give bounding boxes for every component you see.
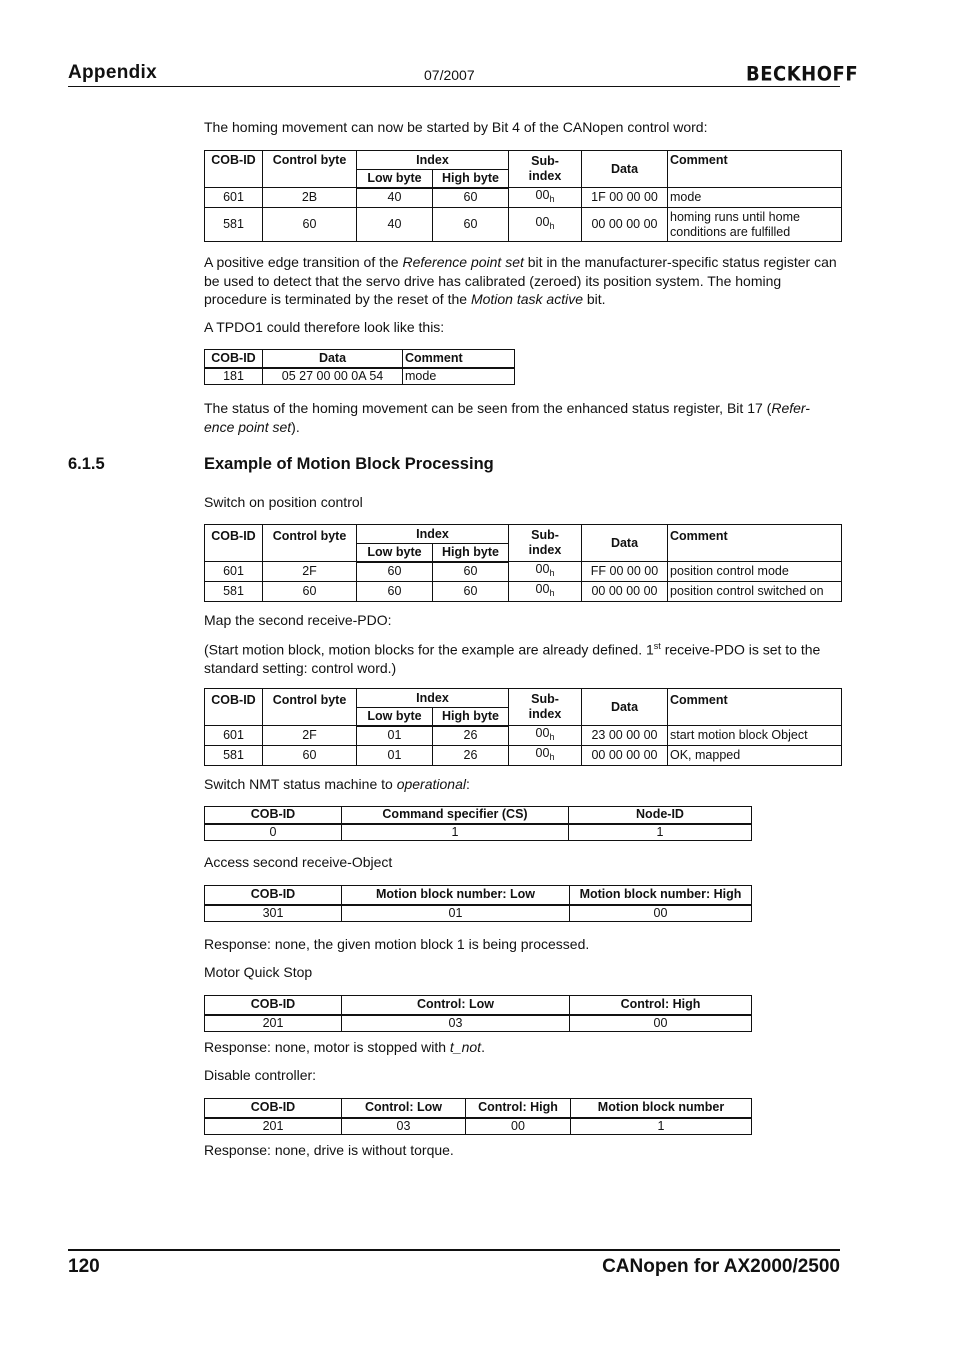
table-row: 581 60 40 60 $00_h$ 00 00 00 00 homing runs until home conditions are fulfilled xyxy=(205,208,842,242)
table-row: 601 2F 60 60 $00_h$ FF 00 00 00 position control mode xyxy=(205,562,842,582)
table-row: 0 1 1 xyxy=(205,824,752,841)
col-high-byte: High byte xyxy=(433,170,509,188)
col-data: Data xyxy=(582,151,668,188)
paragraph-response-processed: Response: none, the given motion block 1 is being processed. xyxy=(204,936,590,952)
table-header-row xyxy=(205,151,842,170)
paragraph-tpdo1: A TPDO1 could therefore look like this: xyxy=(204,319,445,335)
paragraph-nmt: Switch NMT status machine to operational: xyxy=(204,776,470,792)
col-control-byte: Control byte xyxy=(263,151,357,188)
header-rule xyxy=(68,86,840,87)
table-row: 201 03 00 1 xyxy=(205,1118,752,1135)
table-map-pdo: COB-ID Control byte Index Sub- index Data Comment Low byte High byte 601 2F 01 26 $00_h$ 23 00 00 00 start motion block Object 581 60 01 26 $00_h$ 00 00 00 00 OK, mapped xyxy=(204,688,842,766)
col-low-byte: Low byte xyxy=(357,170,433,188)
table-header-row: COB-ID Control byte Index Sub- index Data Comment xyxy=(205,525,842,544)
section-number: 6.1.5 xyxy=(68,455,105,473)
table-position-control: COB-ID Control byte Index Sub- index Data Comment Low byte High byte 601 2F 60 60 $00_h$ FF 00 00 00 position control mode 581 60 60 60 $00_h$ 00 00 00 00 position control switched on xyxy=(204,524,842,602)
paragraph-map-pdo: Map the second receive-PDO: xyxy=(204,612,392,628)
col-comment: Comment xyxy=(668,151,842,188)
table-header-row: COB-ID Data Comment xyxy=(205,350,515,368)
table-quick-stop xyxy=(204,995,752,1032)
table-tpdo1 xyxy=(204,349,515,385)
table-header-row: COB-ID Control: Low Control: High Motion block number xyxy=(205,1099,752,1118)
table-motion-block xyxy=(204,885,752,922)
section-title: Example of Motion Block Processing xyxy=(204,455,494,473)
table-header-row: COB-ID Control: Low Control: High xyxy=(205,996,752,1015)
table-header-row: COB-ID Motion block number: Low Motion block number: High xyxy=(205,886,752,905)
brand-logo: BECKHOFF xyxy=(746,62,859,87)
paragraph-reference-point: A positive edge transition of the Reference point set bit in the manufacturer-specific status register can be used to detect that the servo drive has calibrated (zeroed) its position system. The homing procedure is terminated by the reset of the Motion task active bit. xyxy=(204,254,837,307)
paragraph-disable-controller: Disable controller: xyxy=(204,1067,317,1083)
paragraph-access-object: Access second receive-Object xyxy=(204,854,393,870)
table-homing-start xyxy=(204,150,842,242)
table-disable-controller xyxy=(204,1098,752,1135)
paragraph-start-motion-block: (Start motion block, motion blocks for the example are already defined. 1st receive-PDO is set to the standard setting: control word.) xyxy=(204,641,821,677)
table-nmt xyxy=(204,806,752,841)
table-header-row: COB-ID Command specifier (CS) Node-ID xyxy=(205,807,752,824)
table-row: 181 05 27 00 00 0A 54 mode xyxy=(205,368,515,385)
page-number: 120 xyxy=(68,1256,100,1277)
header-section-title: Appendix xyxy=(68,62,157,83)
col-index: Index xyxy=(357,151,509,170)
footer-rule xyxy=(68,1249,840,1251)
table-row: 581 60 60 60 $00_h$ 00 00 00 00 position control switched on xyxy=(205,582,842,602)
table-row: 201 03 00 xyxy=(205,1015,752,1032)
col-cobid: COB-ID xyxy=(205,151,263,188)
paragraph-quick-stop: Motor Quick Stop xyxy=(204,964,313,980)
paragraph-switch-on: Switch on position control xyxy=(204,494,363,510)
footer-document-title: CANopen for AX2000/2500 xyxy=(602,1256,840,1277)
table-header-row: COB-ID Control byte Index Sub- index Data Comment xyxy=(205,689,842,708)
table-row: 581 60 01 26 $00_h$ 00 00 00 00 OK, mapped xyxy=(205,746,842,766)
paragraph-homing-start: The homing movement can now be started by Bit 4 of the CANopen control word: xyxy=(204,119,708,135)
header-date: 07/2007 xyxy=(424,67,475,83)
paragraph-response-stopped: Response: none, motor is stopped with t_not. xyxy=(204,1039,485,1055)
table-row: 301 01 00 xyxy=(205,905,752,922)
paragraph-response-torque: Response: none, drive is without torque. xyxy=(204,1142,454,1158)
table-row: 601 2F 01 26 $00_h$ 23 00 00 00 start motion block Object xyxy=(205,726,842,746)
col-subindex: Sub- index xyxy=(509,151,582,188)
paragraph-status-bit17: The status of the homing movement can be seen from the enhanced status register, Bit 17 (Refer-ence point set). xyxy=(204,400,810,435)
table-row: 601 2B 40 60 $00_h$ 1F 00 00 00 mode xyxy=(205,188,842,208)
